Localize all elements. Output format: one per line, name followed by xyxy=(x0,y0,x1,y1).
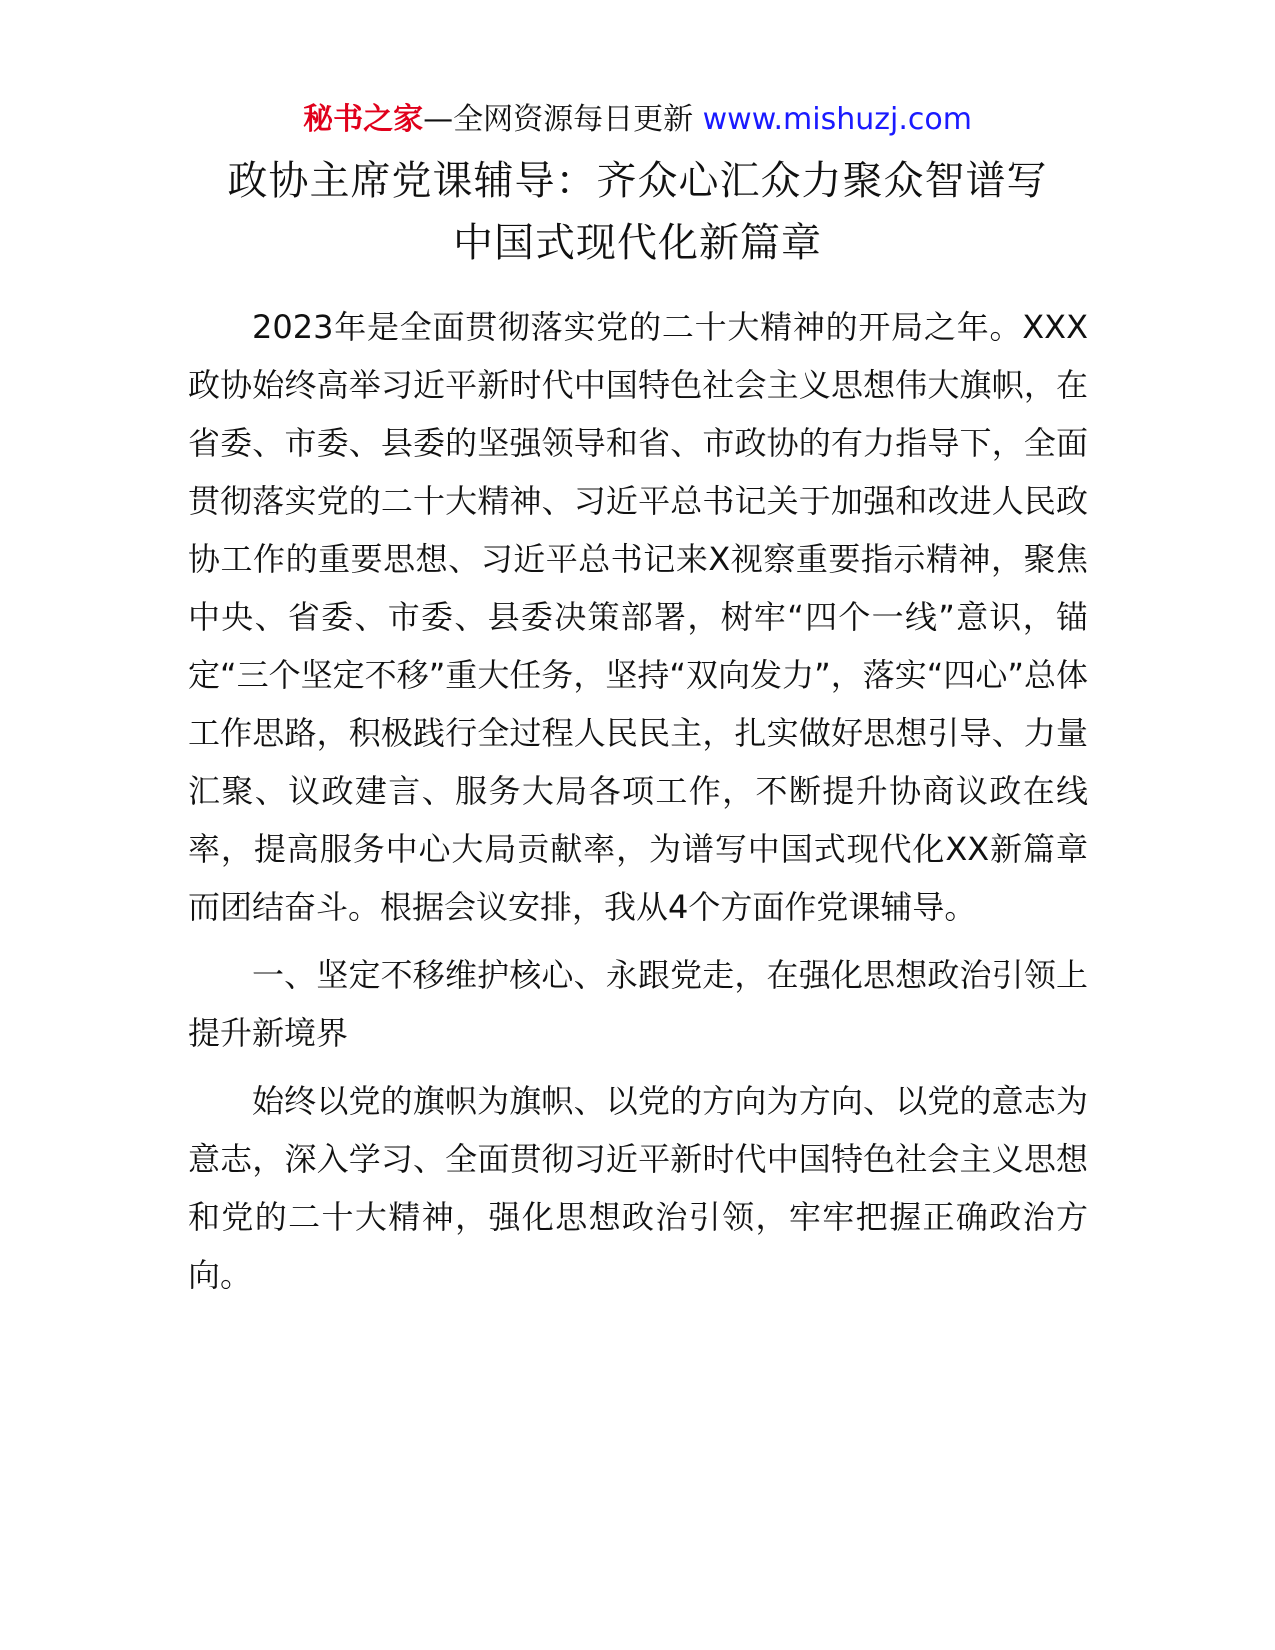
section-heading-1: 一、坚定不移维护核心、永跟党走，在强化思想政治引领上提升新境界 xyxy=(188,956,1088,1052)
intro-paragraph: 2023年是全面贯彻落实党的二十大精神的开局之年。XXX政协始终高举习近平新时代中国特色社会主义思想伟大旗帜，在省委、市委、县委的坚强领导和省、市政协的有力指导下，全面贯彻落实党的二十大精神、习近平总书记关于加强和改进人民政协工作的重要思想、习近平总书记来X视察重要指示精神，聚焦中央、省委、市委、县委决策部署，树牢“四个一线”意识，锚定“三个坚定不移”重大任务，坚持“双向发力”，落实“四心”总体工作思路，积极践行全过程人民民主，扎实做好思想引导、力量汇聚、议政建言、服务大局各项工作，不断提升协商议政在线率，提高服务中心大局贡献率，为谱写中国式现代化XX新篇章而团结奋斗。根据会议安排，我从4个方面作党课辅导。 xyxy=(188,308,1088,926)
title-line-1: 政协主席党课辅导：齐众心汇众力聚众智谱写 xyxy=(227,158,1048,204)
document-body xyxy=(188,298,1088,1304)
section-paragraph-1: 始终以党的旗帜为旗帜、以党的方向为方向、以党的意志为意志，深入学习、全面贯彻习近平新时代中国特色社会主义思想和党的二十大精神，强化思想政治引领，牢牢把握正确政治方向。 xyxy=(188,1082,1088,1294)
site-header xyxy=(0,100,1275,140)
document-title xyxy=(180,150,1095,274)
header-tagline: —全网资源每日更新 xyxy=(423,102,694,137)
site-link[interactable]: www.mishuzj.com xyxy=(702,102,972,137)
title-line-2: 中国式现代化新篇章 xyxy=(453,220,822,266)
brand-name: 秘书之家 xyxy=(303,102,424,137)
